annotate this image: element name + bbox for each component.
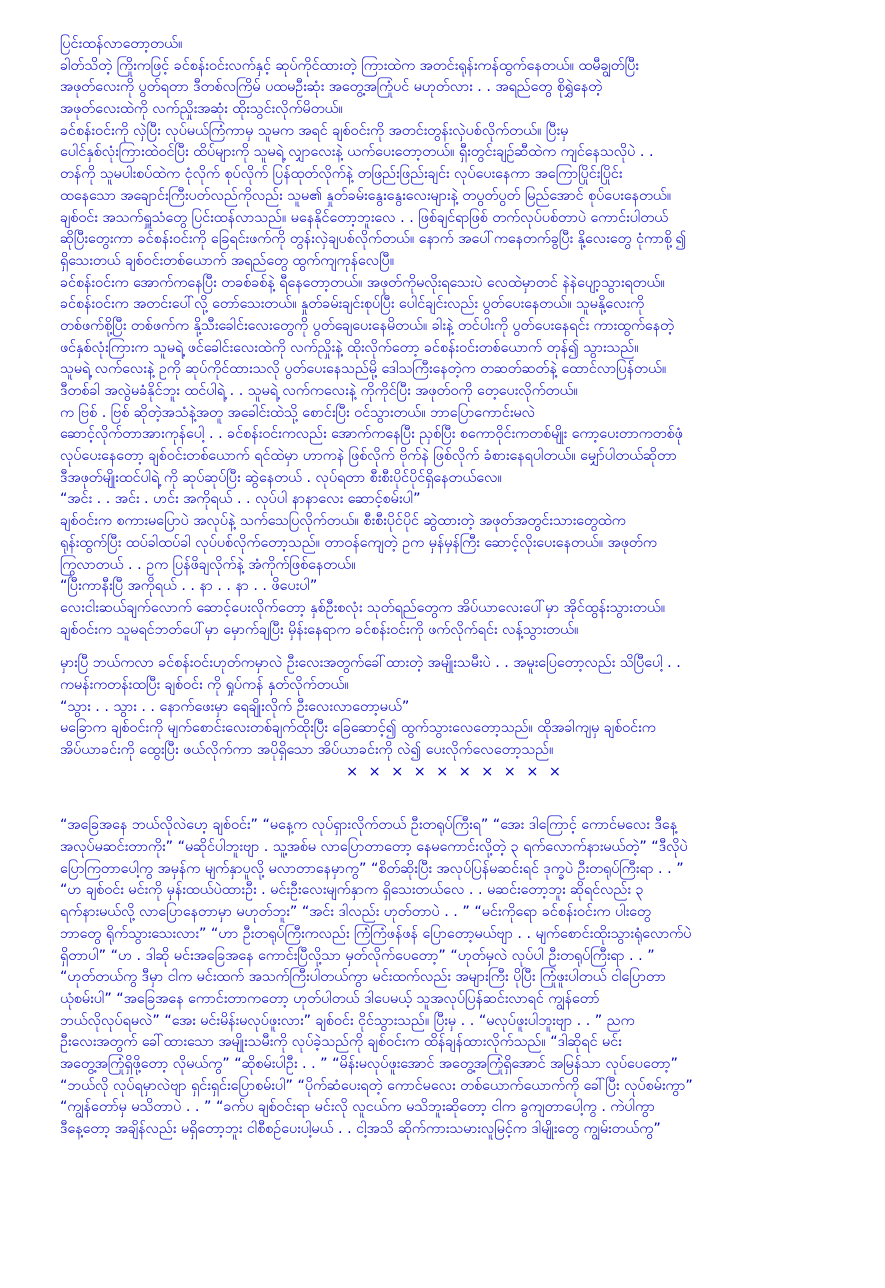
text-line: သူမရဲ့ လက်လေးနဲ့ ဥကို ဆုပ်ကိုင်ထားသလို ပွတ်ပေးနေသည်မို့ ဒေါသကြီးနေတဲ့က တဆတ်ဆတ်နဲ့ ထောင်လာပြန်တယ်။: [60, 361, 667, 378]
text-line: ချစ်ဝင်းက သူမရင်ဘတ်ပေါ်မှာ မှောက်ချပြီး မှိန်းနေရာက ခင်စန်းဝင်းကို ဖက်လိုက်ရင်း လန့်သွားတယ်။: [60, 621, 579, 638]
text-line: ပြောကြတာပေါ့ကွ အမှန်က မျက်နှာပူလို့ မလာတာနေမှာကွ” “စိတ်ဆိုးပြီး အလုပ်ပြန်မဆင်းရင် ဒုက္ခပဲ ဦးတရုပ်ကြီးရာ . . ”: [60, 860, 684, 877]
text-line: “အင်း . . အင်း . ဟင်း အကိုရယ် . . လုပ်ပါ နာနာလေး ဆောင့်စမ်းပါ”: [60, 491, 421, 508]
paragraph-gap: [60, 641, 850, 653]
text-line: ထနေသော အချောင်းကြီးပတ်လည်ကိုလည်း သူမ၏ နှုတ်ခမ်းနွေးနွေးလေးများနဲ့ တပွတ်ပွတ် မြည်အောင် စုပ်ပေးနေတယ်။: [60, 187, 672, 204]
text-line: “သွား . . သွား . . နောက်ဖေးမှာ ရေချိုးလိုက် ဦးလေးလာတော့မယ်”: [60, 698, 410, 715]
text-line: “ဟုတ်တယ်ကွ ဒီမှာ ငါက မင်းထက် အသက်ကြီးပါတယ်ကွာ မင်းထက်လည်း အများကြီး ပိုပြီး ကြုံဖူးပါတယ် ငါပြောတာ: [60, 969, 666, 986]
text-line: “ဟ ချစ်ဝင်း မင်းကို မှန်းထယ်ပဲထားဦး . မင်းဦးလေးမျက်နှာက ရှိသေးတယ်လေ . . မဆင်းတော့ဘူး ဆိုရင်လည်း ၃: [60, 882, 644, 899]
text-line: ဆောင့်လိုက်တာအားကုန်ပေါ့ . . ခင်စန်းဝင်းကလည်း အောက်ကနေပြီး ညှစ်ပြီး စကောဝိုင်းကတစ်မျိုး ကော့ပေးတာကတစ်ဖုံ: [60, 426, 683, 443]
text-line: အိပ်ယာခင်းကို ထွေးပြီး ဖယ်လိုက်ကာ အပိုရှိသော အိပ်ယာခင်းကို လဲ၍ ပေးလိုက်လေတော့သည်။: [60, 742, 554, 758]
text-line: ရက်နားမယ်လို့ လာပြောနေတာမှာ မဟုတ်ဘူး” “အင်း ဒါလည်း ဟုတ်တာပဲ . . ” “မင်းကိုရော ခင်စန်းဝင်းက ပါးတွေ: [60, 904, 651, 921]
section-3: [60, 815, 850, 1140]
text-line: ဆိုပြီးတွေးကာ ခင်စန်းဝင်းကို ခြေရင်းဖက်ကို တွန်းလှဲချပစ်လိုက်တယ်။ နောက် အပေါ်ကနေတက်ခွပြီး နို့လေးတွေ ငုံကာစို့၍: [60, 231, 687, 248]
text-line: ခါတ်သိတဲ့ ကြိုးကဖြင့် ခင်စန်းဝင်းလက်နှင့် ဆုပ်ကိုင်ထားတဲ့ ကြားထဲက အတင်းရုန်းကန်ထွက်နေတယ်။ ထမီချွတ်ပြီး: [60, 57, 639, 74]
text-line: “ပြီးကာနီးပြီ အကိုရယ် . . နာ . . နာ . . ဖိပေးပါ”: [60, 578, 318, 595]
text-line: အလုပ်မဆင်းတာကိုး” “မဆိုင်ပါဘူးဗျာ . သူ့အစ်မ လာပြောတာတော့ နေမကောင်းလို့တဲ့ ၃ ရက်လောက်နားမယ်တဲ့” “ဒီလိုပဲ: [60, 839, 688, 856]
text-line: ရုန်းထွက်ပြီး ထပ်ခါထပ်ခါ လုပ်ပစ်လိုက်တော့သည်။ တာဝန်ကျေတဲ့ ဥက မှန်မှန်ကြီး ဆောင့်လိုးပေးနေတယ်။ အဖုတ်က: [60, 534, 657, 551]
text-line: ပေါင်နှစ်လုံးကြားထဲဝင်ပြီး ထိပ်များကို သူမရဲ့ လျှာလေးနဲ့ ယက်ပေးတော့တယ်။ ရှီးတွင်းချဉ်ဆီထဲက ကျင်နေသလိုပဲ . .: [60, 144, 654, 161]
text-line: ခင်စန်းဝင်းကို လှဲပြီး လုပ်မယ်ကြံကာမှ သူမက အရင် ချစ်ဝင်းကို အတင်းတွန်းလှဲပစ်လိုက်တယ်။ ပြီးမှ: [60, 122, 569, 139]
text-line: လုပ်ပေးနေတော့ ချစ်ဝင်းတစ်ယောက် ရင်ထဲမှာ ဟာကနဲ ဖြစ်လိုက် ဗိုက်နဲ ဖြစ်လိုက် ခံစားနေရပါတယ်။ မျှော်ပါတယ်ဆိုတာ: [60, 448, 677, 465]
section-separator: × × × × × × × × × ×: [346, 763, 564, 780]
text-line: ရှိတာပါ” “ဟ . ဒါဆို မင်းအခြေအနေ ကောင်းပြီလို့သာ မှတ်လိုက်ပေတော့” “ဟုတ်မှလဲ လုပ်ပါ ဦးတရုပ်ကြီးရာ . . ”: [60, 947, 655, 964]
text-line: ဘယ်လိုလုပ်ရမလဲ” “အေး မင်းမိန်းမလုပ်ဖူးလား” ချစ်ဝင်း ငိုင်သွားသည်။ ပြီးမှ . . “မလုပ်ဖူးပါဘူးဗျာ . . ” ညက: [60, 1012, 635, 1029]
text-line: ရှိသေးတယ် ချစ်ဝင်းတစ်ယောက် အရည်တွေ ထွက်ကျကုန်လေပြီ။: [60, 252, 395, 269]
text-line: ယုံစမ်းပါ” “အခြေအနေ ကောင်းတာကတော့ ဟုတ်ပါတယ် ဒါပေမယ့် သူအလုပ်ပြန်ဆင်းလာရင် ကျွန်တော်: [60, 990, 600, 1007]
text-line: ပြင်းထန်လာတော့တယ်။: [60, 36, 183, 52]
text-line: တန်ကို သူမပါးစပ်ထဲက ငုံလိုက် စုပ်လိုက် ပြန်ထုတ်လိုက်နဲ့ တဖြည်းဖြည်းချင်း လုပ်ပေးနေကာ အကြောပြိုင်းပြိုင်း: [60, 166, 623, 183]
text-line: “အခြေအနေ ဘယ်လိုလဲဟေ့ ချစ်ဝင်း” “မနေ့က လုပ်ရှားလိုက်တယ် ဦးတရုပ်ကြီးရ” “အေး ဒါကြောင့် ကောင်မလေး ဒီနေ့: [60, 817, 678, 834]
text-line: ဒီတစ်ခါ အလွဲမခံနိုင်ဘူး ထင်ပါရဲ့ . . သူမရဲ့ လက်ကလေးနဲ့ ကိုကိုင်ပြီး အဖုတ်ဝကို တေ့ပေးလိုက်တယ်။: [60, 383, 578, 399]
section-2: [60, 653, 850, 761]
section-1: [60, 34, 850, 641]
paragraph-gap: [60, 783, 850, 815]
text-line: “ဘယ်လို လုပ်ရမှာလဲဗျာ ရှင်းရှင်းပြောစမ်းပါ” “ပိုက်ဆံပေးရတဲ့ ကောင်မလေး တစ်ယောက်ယောက်ကို ခေါ်ပြီး လုပ်စမ်းကွာ”: [60, 1077, 693, 1094]
text-line: ခင်စန်းဝင်းက အောက်ကနေပြီး တခစ်ခစ်နဲ့ ရီနေတော့တယ်။ အဖုတ်ကိုမလိုးရသေးပဲ လေထဲမှာတင် နဲနဲပျော့သွားရတယ်။: [60, 274, 665, 291]
text-line: မှားပြီ ဘယ်ကလာ ခင်စန်းဝင်းဟုတ်ကမှာလဲ ဦးလေးအတွက်ခေါ်ထားတဲ့ အမျိုးသမီးပဲ . . အမူးပြေတော့လည်း သိပြီပေါ့ . .: [60, 655, 681, 672]
text-line: ကြွလာတယ် . . ဥက ပြန်ဖိချလိုက်နဲ့ အံကိုက်ဖြစ်နေတယ်။: [60, 556, 356, 573]
text-line: ဖင်နှစ်လုံးကြားက သူမရဲ့ ဖင်ခေါင်းလေးထဲကို လက်ညှိုးနဲ့ ထိုးလိုက်တော့ ခင်စန်းဝင်းတစ်ယောက် တုန်၍ သွားသည်။: [60, 339, 639, 356]
text-line: ဘာတွေ ရိုက်သွားသေးလား” “ဟာ ဦးတရုပ်ကြီးကလည်း ကြံကြံဖန်ဖန် ပြောတော့မယ်ဗျာ . . မျက်စောင်းထိုးသွားရုံလောက်ပဲ: [60, 925, 692, 942]
text-line: ချစ်ဝင်း အသက်ရှူသံတွေ ပြင်းထန်လာသည်။ မနေနိုင်တော့ဘူးလေ . . ဖြစ်ချင်ရာဖြစ် တက်လုပ်ပစ်တာပဲ ကောင်းပါတယ်: [60, 209, 669, 226]
text-line: တစ်ဖက်စို့ပြီး တစ်ဖက်က နို့သီးခေါင်းလေးတွေကို ပွတ်ချေပေးနေမိတယ်။ ခါးနဲ့ တင်ပါးကို ပွတ်ပေးနေရင်း ကားထွက်နေတဲ့: [60, 317, 675, 334]
text-line: အတွေ့အကြုံရှိဖို့တော့ လိုမယ်ကွ” “ဆိုစမ်းပါဦး . . ” “မိန်းမလုပ်ဖူးအောင် အတွေ့အကြုံရှိအောင် အမြန်သာ လုပ်ပေတော့”: [60, 1055, 678, 1072]
document-page: [60, 34, 850, 1141]
text-line: အဖုတ်လေးထဲကို လက်ညှိုးအဆုံး ထိုးသွင်းလိုက်မိတယ်။: [60, 101, 343, 118]
text-line: ကမန်းကတန်းထပြီး ချစ်ဝင်း ကို ရှုပ်ကန် နှတ်လိုက်တယ်။: [60, 676, 349, 693]
text-line: က ဗြစ် . ဗြစ် ဆိုတဲ့အသံနဲ့အတူ အခေါင်းထဲသို့ စောင်းပြီး ဝင်သွားတယ်။ ဘာပြောကောင်းမလဲ: [60, 404, 536, 421]
text-line: “ကျွန်တော်မှ မသိတာပဲ . . ” “ခက်ပ ချစ်ဝင်းရာ မင်းလို လူငယ်က မသိဘူးဆိုတော့ ငါက ခွကျတာပေါ့ကွ . ကဲပါကွာ: [60, 1099, 655, 1116]
text-line: ဒီနေ့တော့ အချိန်လည်း မရှိတော့ဘူး ငါစီစဉ်ပေးပါ့မယ် . . ငါ့အသိ ဆိုက်ကားသမားလူမြင့်က ဒါမျိုးတွေ ကျွမ်းတယ်ကွ”: [60, 1121, 661, 1137]
text-line: မခြောက ချစ်ဝင်းကို မျက်စောင်းလေးတစ်ချက်ထိုးပြီး ခြေဆောင့်၍ ထွက်သွားလေတော့သည်။ ထိုအခါကျမှ ချစ်ဝင်းက: [60, 720, 656, 737]
text-line: လေးငါးဆယ်ချက်လောက် ဆောင့်ပေးလိုက်တော့ နှစ်ဦးစလုံး သုတ်ရည်တွေက အိပ်ယာလေးပေါ်မှာ အိုင်ထွန်းသွားတယ်။: [60, 599, 666, 616]
text-line: ခင်စန်းဝင်းက အတင်းပေါ်လို့ တော်သေးတယ်။ နှုတ်ခမ်းချင်းစုပ်ပြီး ပေါင်ချင်းလည်း ပွတ်ပေးနေတယ်။ သူမနို့လေးကို: [60, 296, 645, 313]
text-line: ဒီအဖုတ်မျိုးထင်ပါရဲ့ ကို ဆုပ်ဆုပ်ပြီး ဆွဲနေတယ် . လုပ်ရတာ စီးစီးပိုင်ပိုင်ရှိနေတယ်လေ။: [60, 469, 502, 486]
text-line: ဦးလေးအတွက် ခေါ်ထားသော အမျိုးသမီးကို လုပ်ခဲ့သည်ကို ချစ်ဝင်းက ထိန်ချန်ထားလိုက်သည်။ “ဒါဆိုရင် မင်း: [60, 1034, 622, 1051]
text-line: ချစ်ဝင်းက စကားမပြောပဲ အလုပ်နဲ့ သက်သေပြလိုက်တယ်။ စီးစီးပိုင်ပိုင် ဆွဲထားတဲ့ အဖုတ်အတွင်းသားတွေထဲက: [60, 513, 626, 530]
text-line: အဖုတ်လေးကို ပွတ်ရတာ ဒီတစ်လကြိမ် ပထမဦးဆုံး အတွေ့အကြုံပင် မဟုတ်လား . . အရည်တွေ စိုရွှဲနေတဲ့: [60, 79, 603, 96]
